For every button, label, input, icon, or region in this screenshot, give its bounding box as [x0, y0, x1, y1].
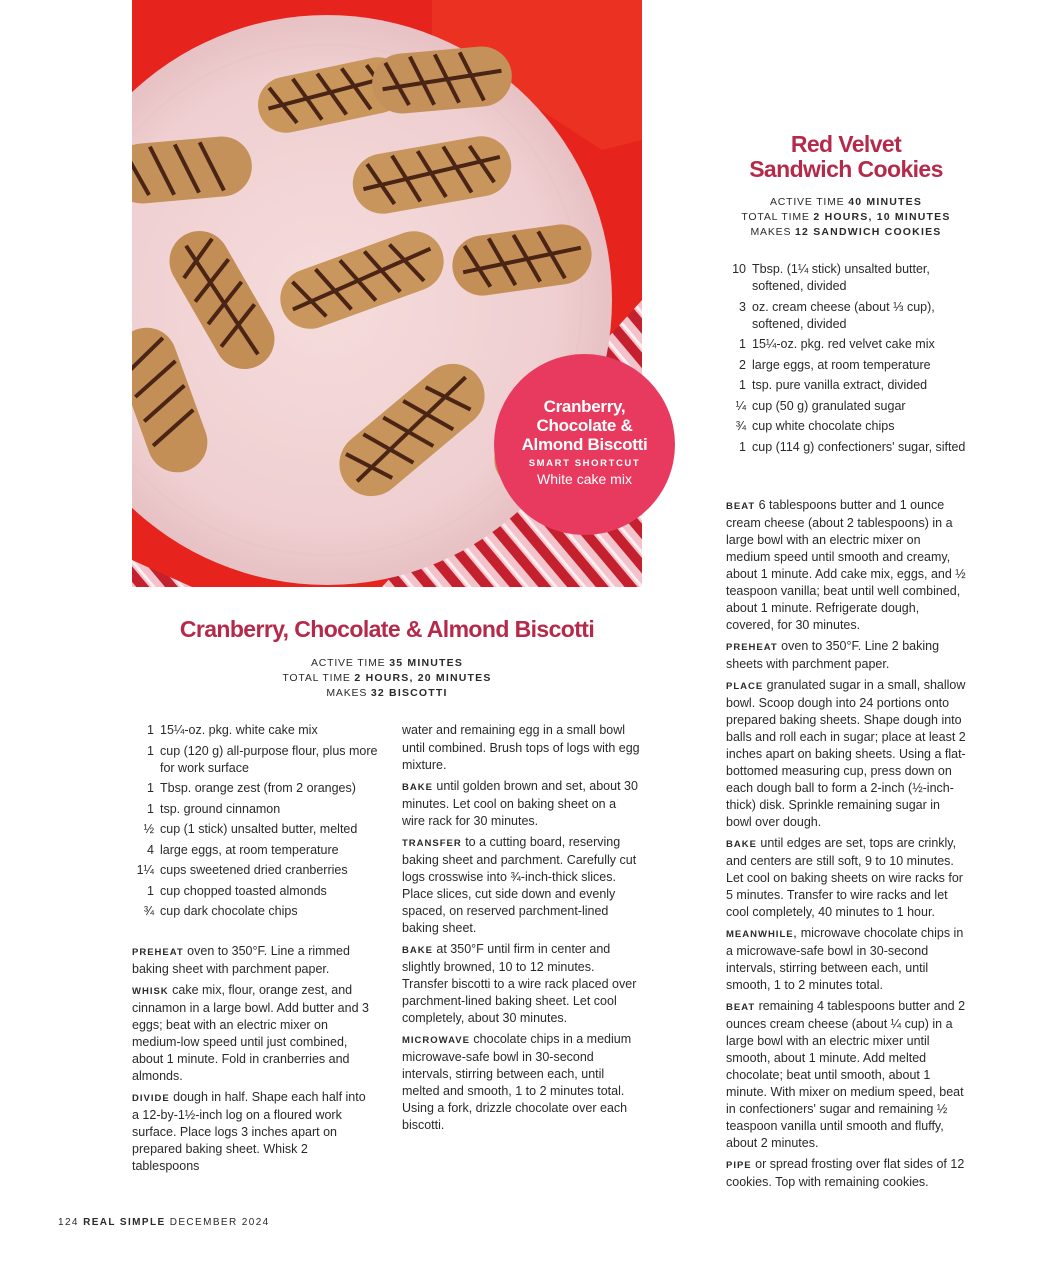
ingredient: 1 tsp. pure vanilla extract, divided	[739, 378, 928, 392]
step: DIVIDE dough in half. Shape each half into a 12-by-1½-inch log on a floured work surface. Place logs 3 inches apart on prepared baking sheet. Whisk 2 tablespoons	[132, 1090, 366, 1173]
biscotti-yield: MAKES 32 BISCOTTI	[326, 687, 448, 699]
biscotti-ingredients	[134, 722, 384, 924]
ingredient: 4 large eggs, at room temperature	[147, 842, 339, 857]
step: PIPE or spread frosting over flat sides of 12 cookies. Top with remaining cookies.	[726, 1157, 965, 1189]
ingredient: ¼ cup (50 g) granulated sugar	[735, 398, 906, 413]
ingredient: 10 Tbsp. (1¼ stick) unsalted butter, softened, divided	[732, 262, 930, 293]
page-folio	[58, 1217, 270, 1228]
biscotti-meta	[132, 656, 642, 701]
step: PREHEAT oven to 350°F. Line a rimmed baking sheet with parchment paper.	[132, 944, 350, 976]
step: WHISK cake mix, flour, orange zest, and cinnamon in a large bowl. Add butter and 3 eggs; beat with an electric mixer on medium-low speed until just combined, about 1 minute. Fold in cranberries and almonds.	[132, 983, 369, 1083]
step: MEANWHILE, microwave chocolate chips in a microwave-safe bowl in 30-second intervals, stirring between each, until smooth, 1 to 2 minutes total.	[726, 926, 964, 992]
ingredient: 1 cup (114 g) confectioners' sugar, sifted	[739, 439, 966, 454]
biscotti-steps-col1	[132, 943, 372, 1179]
biscotti-total-time: TOTAL TIME 2 HOURS, 20 MINUTES	[282, 672, 492, 684]
step: BEAT 6 tablespoons butter and 1 ounce cream cheese (about 2 tablespoons) in a large bowl with an electric mixer on medium speed until smooth and creamy, about 1 minute. Add cake mix, eggs, and ½ teaspoon vanilla; beat until well combined, about 1 minute. Refrigerate dough, covered, for 30 minutes.	[726, 498, 966, 632]
issue-date: DECEMBER 2024	[169, 1217, 270, 1228]
step: PREHEAT oven to 350°F. Line 2 baking sheets with parchment paper.	[726, 639, 940, 671]
red-velvet-title: Red Velvet Sandwich Cookies	[749, 131, 943, 182]
recipe-badge	[494, 354, 675, 535]
ingredient: 1 Tbsp. orange zest (from 2 oranges)	[147, 781, 356, 795]
step: MICROWAVE chocolate chips in a medium microwave-safe bowl in 30-second intervals, stirring between each, until melted and smooth, 1 to 2 minutes total. Using a fork, drizzle chocolate over each biscotti.	[402, 1032, 632, 1132]
red-velvet-steps	[726, 497, 966, 1195]
step: TRANSFER to a cutting board, reserving baking sheet and parchment. Carefully cut logs crosswise into ¾-inch-thick slices. Place slices, cut side down and evenly spaced, on reserved parchment-lined baking sheet.	[402, 835, 637, 935]
rv-total-time: TOTAL TIME 2 HOURS, 10 MINUTES	[741, 211, 951, 223]
ingredient: ½ cup (1 stick) unsalted butter, melted	[143, 822, 358, 836]
badge-tag: SMART SHORTCUT	[528, 458, 641, 469]
biscotti-title: Cranberry, Chocolate & Almond Biscotti	[179, 616, 595, 642]
step: BEAT remaining 4 tablespoons butter and 2 ounces cream cheese (about ¼ cup) in a large bowl with an electric mixer until smooth, about 1 minute. Add melted chocolate; beat until smooth, about 1 minute. With mixer on medium speed, beat in confectioners' sugar and remaining ½ teaspoon vanilla until smooth and fluffy, about 2 minutes.	[726, 999, 966, 1150]
ingredient: 1 cup (120 g) all-purpose flour, plus more for work surface	[147, 743, 378, 775]
step: BAKE at 350°F until firm in center and slightly browned, 10 to 12 minutes. Transfer biscotti to a wire rack placed over parchment-lined baking sheet. Let cool completely, about 30 minutes.	[402, 942, 637, 1025]
ingredient: ¾ cup dark chocolate chips	[143, 904, 298, 918]
biscotti-active-time: ACTIVE TIME 35 MINUTES	[310, 657, 464, 669]
ingredient: 2 large eggs, at room temperature	[739, 357, 931, 372]
ingredient: 1¼ cups sweetened dried cranberries	[136, 863, 348, 877]
rv-yield: MAKES 12 SANDWICH COOKIES	[750, 226, 942, 238]
step: BAKE until edges are set, tops are crinkly, and centers are still soft, 9 to 10 minutes. Let cool on baking sheets on wire racks for 5 minutes. Transfer to wire racks and let cool completely, 40 minutes to 1 hour.	[726, 836, 963, 919]
ingredient: 1 15¼-oz. pkg. white cake mix	[147, 723, 318, 737]
page-number: 124	[58, 1217, 79, 1228]
step: water and remaining egg in a small bowl until combined. Brush tops of logs with egg mixture.	[402, 723, 640, 772]
red-velvet-ingredients	[726, 261, 976, 459]
ingredient: ¾ cup white chocolate chips	[735, 419, 895, 433]
step: PLACE granulated sugar in a small, shallow bowl. Scoop dough into 24 portions onto prepared baking sheets. Shape dough into balls and roll each in sugar; place at least 2 inches apart on baking sheets. Using a flat-bottomed measuring cup, press down on each dough ball to form a 2-inch (½-inch-thick) disk. Sprinkle remaining sugar in bowl over dough.	[726, 678, 966, 829]
red-velvet-meta	[726, 195, 966, 240]
step: BAKE until golden brown and set, about 30 minutes. Let cool on baking sheet on a wire rack for 30 minutes.	[402, 779, 638, 828]
ingredient: 1 tsp. ground cinnamon	[147, 801, 281, 816]
ingredient: 1 15¼-oz. pkg. red velvet cake mix	[739, 337, 935, 351]
rv-active-time: ACTIVE TIME 40 MINUTES	[769, 196, 923, 208]
magazine-name: REAL SIMPLE	[83, 1217, 166, 1228]
biscotti-steps-col2	[402, 722, 642, 1138]
ingredient: 1 cup chopped toasted almonds	[147, 883, 327, 898]
ingredient: 3 oz. cream cheese (about ⅓ cup), softened, divided	[739, 299, 935, 331]
badge-title: Cranberry, Chocolate & Almond Biscotti	[521, 397, 648, 454]
badge-subtitle: White cake mix	[537, 471, 632, 487]
